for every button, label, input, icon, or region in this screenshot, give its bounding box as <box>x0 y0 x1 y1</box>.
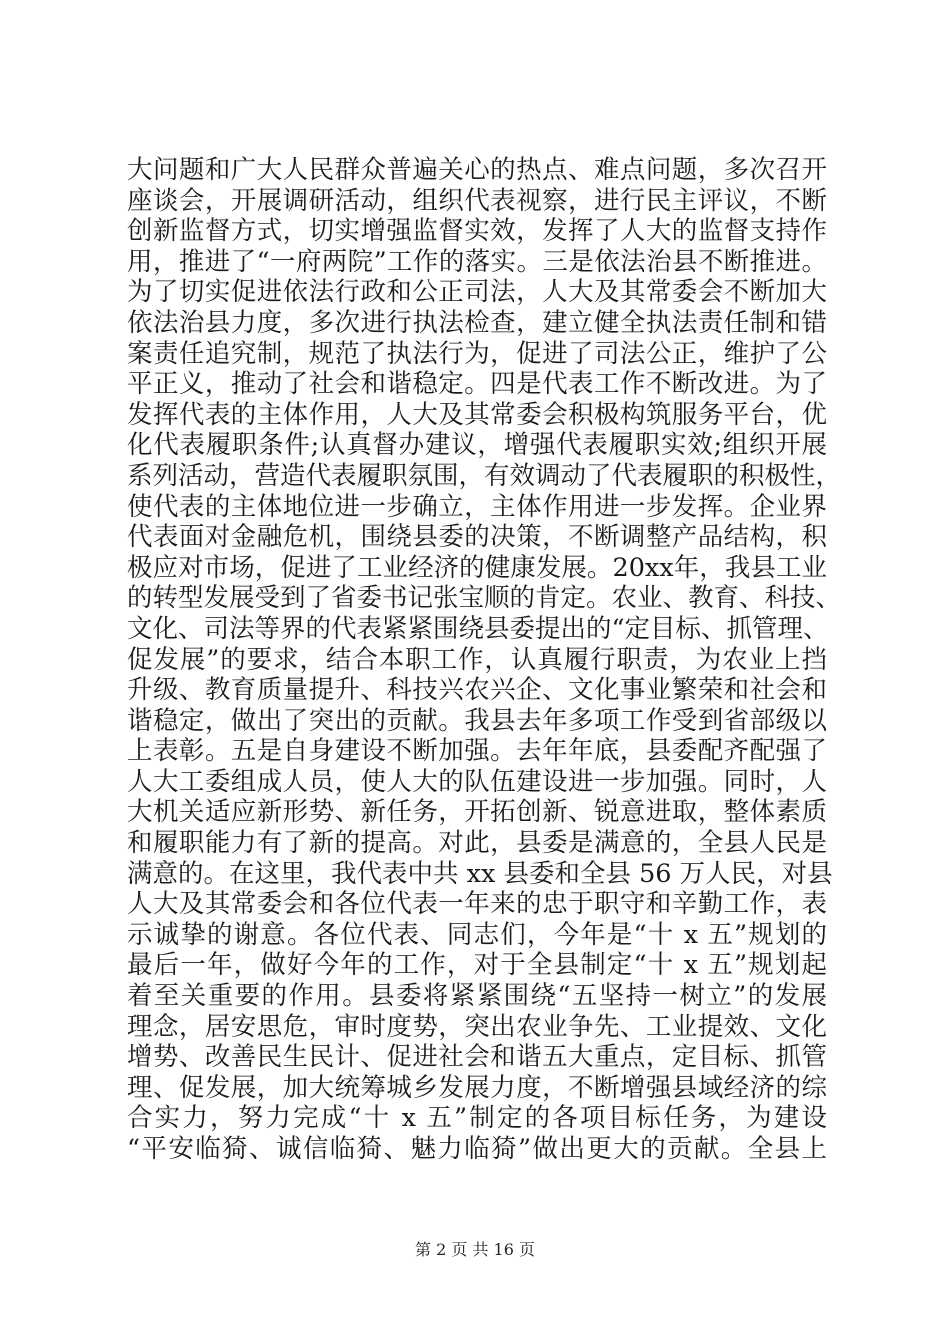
text-line: 理、促发展，加大统筹城乡发展力度，不断增强县域经济的综 <box>127 1072 827 1103</box>
text-line: 大机关适应新形势、新任务，开拓创新、锐意进取，整体素质 <box>127 797 827 828</box>
text-line: 化代表履职条件;认真督办建议，增强代表履职实效;组织开展 <box>127 430 827 461</box>
text-line: 升级、教育质量提升、科技兴农兴企、文化事业繁荣和社会和 <box>127 675 827 706</box>
page-footer: 第 2 页 共 16 页 <box>415 1240 535 1259</box>
body-text <box>127 155 842 1165</box>
text-line: 的转型发展受到了省委书记张宝顺的肯定。农业、教育、科技、 <box>127 583 842 614</box>
text-line: 促发展”的要求，结合本职工作，认真履行职责，为农业上挡 <box>127 644 827 675</box>
text-line: 理念，居安思危，审时度势，突出农业争先、工业提效、文化 <box>127 1011 827 1042</box>
text-line: 人大工委组成人员，使人大的队伍建设进一步加强。同时，人 <box>127 766 827 797</box>
text-line: 依法治县力度，多次进行执法检查，建立健全执法责任制和错 <box>127 307 827 338</box>
text-line: 极应对市场，促进了工业经济的健康发展。20xx年，我县工业 <box>127 552 827 583</box>
text-line: 系列活动，营造代表履职氛围，有效调动了代表履职的积极性， <box>127 460 842 491</box>
text-line: 发挥代表的主体作用，人大及其常委会积极构筑服务平台，优 <box>127 399 827 430</box>
text-line: “平安临猗、诚信临猗、魅力临猗”做出更大的贡献。全县上 <box>127 1134 827 1164</box>
text-line: 增势、改善民生民计、促进社会和谐五大重点，定目标、抓管 <box>127 1042 827 1073</box>
text-line: 人大及其常委会和各位代表一年来的忠于职守和辛勤工作，表 <box>127 889 827 920</box>
text-line: 代表面对金融危机，围绕县委的决策，不断调整产品结构，积 <box>127 522 827 553</box>
text-line: 和履职能力有了新的提高。对此，县委是满意的，全县人民是 <box>127 828 827 859</box>
text-line: 平正义，推动了社会和谐稳定。四是代表工作不断改进。为了 <box>127 369 827 400</box>
text-line: 着至关重要的作用。县委将紧紧围绕“五坚持一树立”的发展 <box>127 981 827 1012</box>
text-line: 满意的。在这里，我代表中共 xx 县委和全县 56 万人民，对县 <box>127 858 833 889</box>
text-line: 谐稳定，做出了突出的贡献。我县去年多项工作受到省部级以 <box>127 705 827 736</box>
text-line: 案责任追究制，规范了执法行为，促进了司法公正，维护了公 <box>127 338 827 369</box>
text-line: 创新监督方式，切实增强监督实效，发挥了人大的监督支持作 <box>127 216 827 247</box>
text-line: 上表彰。五是自身建设不断加强。去年年底，县委配齐配强了 <box>127 736 827 767</box>
text-line: 用，推进了“一府两院”工作的落实。三是依法治县不断推进。 <box>127 246 827 277</box>
text-line: 使代表的主体地位进一步确立，主体作用进一步发挥。企业界 <box>127 491 827 522</box>
text-line: 大问题和广大人民群众普遍关心的热点、难点问题，多次召开 <box>127 155 827 185</box>
text-line: 合实力，努力完成“十 x 五”制定的各项目标任务，为建设 <box>127 1103 827 1134</box>
text-line: 示诚挚的谢意。各位代表、同志们，今年是“十 x 五”规划的 <box>127 919 827 950</box>
text-line: 座谈会，开展调研活动，组织代表视察，进行民主评议，不断 <box>127 185 827 216</box>
text-line: 最后一年，做好今年的工作，对于全县制定“十 x 五”规划起 <box>127 950 827 981</box>
text-line: 为了切实促进依法行政和公正司法，人大及其常委会不断加大 <box>127 277 827 308</box>
text-line: 文化、司法等界的代表紧紧围绕县委提出的“定目标、抓管理、 <box>127 613 829 644</box>
